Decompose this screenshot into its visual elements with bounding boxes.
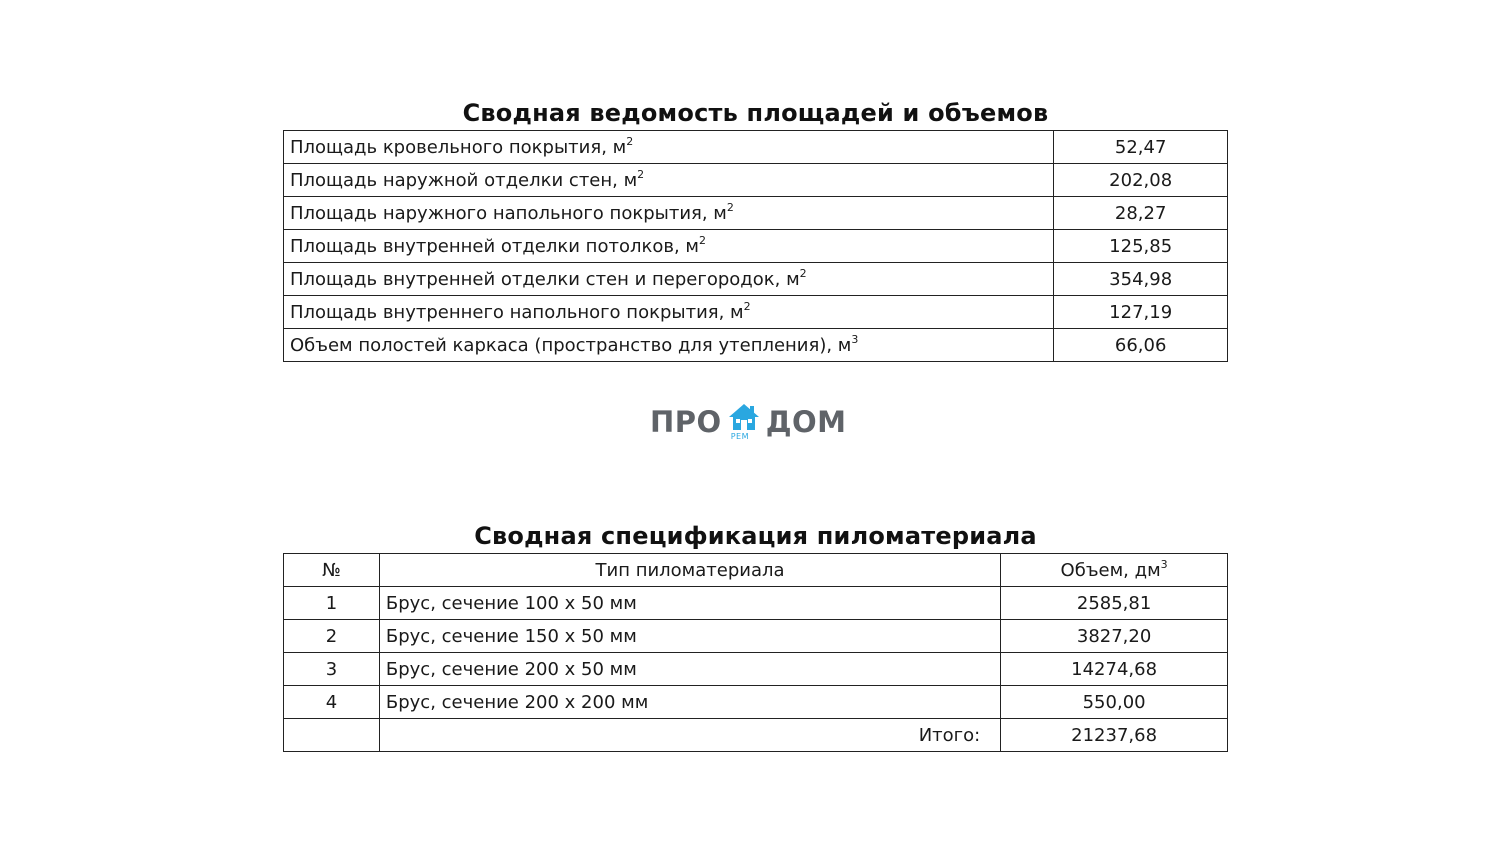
lumber-table-title: Сводная спецификация пиломатериала: [474, 522, 1037, 550]
row-type: Брус, сечение 150 х 50 мм: [379, 620, 1000, 653]
row-label: Объем полостей каркаса (пространство для утепления), $м^3$: [284, 329, 1054, 362]
row-label: Площадь внутреннего напольного покрытия, $м^2$: [284, 296, 1054, 329]
areas-table-title: Сводная ведомость площадей и объемов: [462, 99, 1049, 127]
row-label: Площадь наружной отделки стен, $м^2$: [284, 164, 1054, 197]
table-row: [284, 653, 1228, 686]
row-value: 127,19: [1054, 296, 1228, 329]
table-row: [284, 263, 1228, 296]
row-value: 202,08: [1054, 164, 1228, 197]
row-type: Брус, сечение 200 х 200 мм: [379, 686, 1000, 719]
row-value: 28,27: [1054, 197, 1228, 230]
header-volume: Объем, $дм^3$: [1001, 554, 1228, 587]
row-label: Площадь кровельного покрытия, $м^2$: [284, 131, 1054, 164]
row-label: Площадь внутренней отделки стен и перегородок, $м^2$: [284, 263, 1054, 296]
table-row: [284, 296, 1228, 329]
row-num: 2: [284, 620, 380, 653]
logo-text-left: ПРО: [650, 405, 722, 439]
table-row: [284, 587, 1228, 620]
row-volume: 3827,20: [1001, 620, 1228, 653]
total-empty-cell: [284, 719, 380, 752]
row-volume: 2585,81: [1001, 587, 1228, 620]
logo-text-right: ДОМ: [765, 405, 847, 439]
table-row: [284, 230, 1228, 263]
areas-table: [283, 130, 1228, 362]
row-label: Площадь наружного напольного покрытия, $м^2$: [284, 197, 1054, 230]
row-num: 1: [284, 587, 380, 620]
total-value: 21237,68: [1001, 719, 1228, 752]
row-value: 52,47: [1054, 131, 1228, 164]
table-row: [284, 329, 1228, 362]
table-row: [284, 620, 1228, 653]
table-row: [284, 131, 1228, 164]
table-header-row: [284, 554, 1228, 587]
row-label: Площадь внутренней отделки потолков, $м^2$: [284, 230, 1054, 263]
row-num: 4: [284, 686, 380, 719]
table-row: [284, 686, 1228, 719]
header-num: №: [284, 554, 380, 587]
row-value: 125,85: [1054, 230, 1228, 263]
row-num: 3: [284, 653, 380, 686]
total-label: Итого:: [379, 719, 1000, 752]
row-type: Брус, сечение 200 х 50 мм: [379, 653, 1000, 686]
house-icon: [728, 402, 760, 442]
row-value: 354,98: [1054, 263, 1228, 296]
row-volume: 14274,68: [1001, 653, 1228, 686]
table-row: [284, 164, 1228, 197]
row-volume: 550,00: [1001, 686, 1228, 719]
header-type: Тип пиломатериала: [379, 554, 1000, 587]
table-row: [284, 197, 1228, 230]
logo-house-subtext: РЕМ: [730, 432, 749, 441]
row-type: Брус, сечение 100 х 50 мм: [379, 587, 1000, 620]
row-value: 66,06: [1054, 329, 1228, 362]
lumber-table: [283, 553, 1228, 752]
prodom-logo: [650, 400, 847, 444]
table-total-row: [284, 719, 1228, 752]
